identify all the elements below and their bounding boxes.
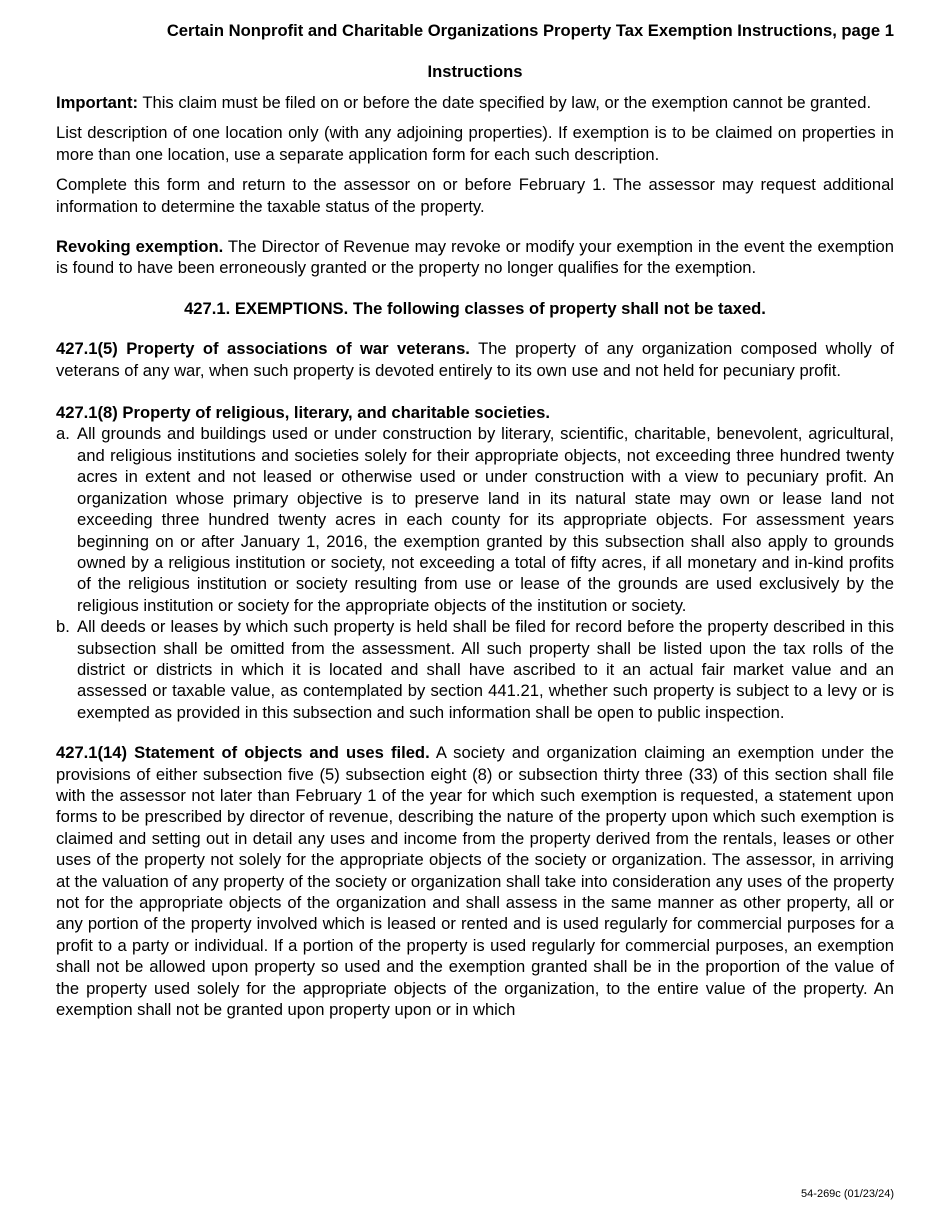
list-marker: b. <box>56 617 70 637</box>
revoking-paragraph <box>56 236 894 279</box>
section-14-paragraph <box>56 742 894 1020</box>
important-paragraph <box>56 92 894 113</box>
important-text: This claim must be filed on or before the date specified by law, or the exemption cannot be granted. <box>142 93 872 112</box>
section-14-label: 427.1(14) Statement of objects and uses filed. <box>56 743 430 763</box>
revoking-label: Revoking exemption. <box>56 237 224 257</box>
page-header <box>56 20 894 42</box>
section-5-text: The property of any organization composed wholly of veterans of any war, when such property is devoted entirely to its own use and not held for pecuniary profit. <box>56 339 895 380</box>
complete-paragraph: Complete this form and return to the assessor on or before February 1. The assessor may request additional information to determine the taxable status of the property. <box>56 175 894 216</box>
section-5-label: 427.1(5) Property of associations of war veterans. <box>56 339 470 359</box>
section-14-text: A society and organization claiming an exemption under the provisions of either subsection five (5) subsection eight (8) or subsection thirty three (33) of this section shall file with the assessor not later than February 1 of the year for which such exemption is requested, a statement upon forms to be prescribed by director of revenue, describing the nature of the property upon which such exemption is claimed and setting out in detail any uses and income from the property derived from the rentals, leases or other uses of the property not solely for the appropriate objects of the society or organization. The assessor, in arriving at the valuation of any property of the society or organization shall take into consideration any uses of the property not for the appropriate objects of the organization and shall assess in the same manner as other property, all or any portion of the property involved which is leased or rented and is used regularly for commercial purposes for a profit to a party or individual. If a portion of the property is used regularly for commercial purposes, an exemption shall not be allowed upon property so used and the exemption granted shall be in the proportion of the value of the property used solely for the appropriate objects of the organization, to the entire value of the property. An exemption shall not be granted upon property upon or in which <box>56 743 895 1020</box>
header-title: Property Tax Exemption Instructions, page 1 <box>542 21 894 40</box>
document-page <box>56 20 894 1020</box>
location-paragraph: List description of one location only (with any adjoining properties). If exemption is to be claimed on properties in more than one location, use a separate application form for each such description. <box>56 123 894 164</box>
list-item-text: All grounds and buildings used or under construction by literary, scientific, charitable, benevolent, agricultural, and religious institutions and societies solely for their appropriate objects, not exceeding three hundred twenty acres in extent and not leased or otherwise used or under construction with a view to pecuniary profit. An organization whose primary objective is to preserve land in its natural state may own or lease land not exceeding three hundred twenty acres in each county for its appropriate objects. For assessment years beginning on or after January 1, 2016, the exemption granted by this subsection shall also apply to grounds owned by a religious institution or society, not exceeding a total of fifty acres, if all monetary and in-kind profits of the religious institution or society resulting from use or lease of the grounds are used exclusively by the religious institution or society for the appropriate objects of the institution or society. <box>77 424 894 615</box>
header-org-name: Certain Nonprofit and Charitable Organizations <box>166 21 539 40</box>
list-item <box>56 616 894 723</box>
list-marker: a. <box>56 424 70 444</box>
important-label: Important: <box>56 93 139 112</box>
list-item-text: All deeds or leases by which such property is held shall be filed for record before the property described in this subsection shall be omitted from the assessment. All such property shall be listed upon the tax rolls of the district or districts in which it is located and shall have ascribed to it an actual fair market value and an assessed or taxable value, as contemplated by section 441.21, whether such property is subject to a levy or is exempted as provided in this subsection and such information shall be open to public inspection. <box>77 617 894 722</box>
list-item <box>56 423 894 616</box>
exemptions-heading: 427.1. EXEMPTIONS. The following classes of property shall not be taxed. <box>184 298 766 318</box>
revoking-text: The Director of Revenue may revoke or modify your exemption in the event the exemption is found to have been erroneously granted or the property no longer qualifies for the exemption. <box>56 237 895 278</box>
instructions-title: Instructions <box>427 62 523 81</box>
form-number-footer: 54-269c (01/23/24) <box>801 1188 894 1200</box>
section-5-paragraph <box>56 338 894 381</box>
section-8-heading: 427.1(8) Property of religious, literary, and charitable societies. <box>56 403 550 423</box>
